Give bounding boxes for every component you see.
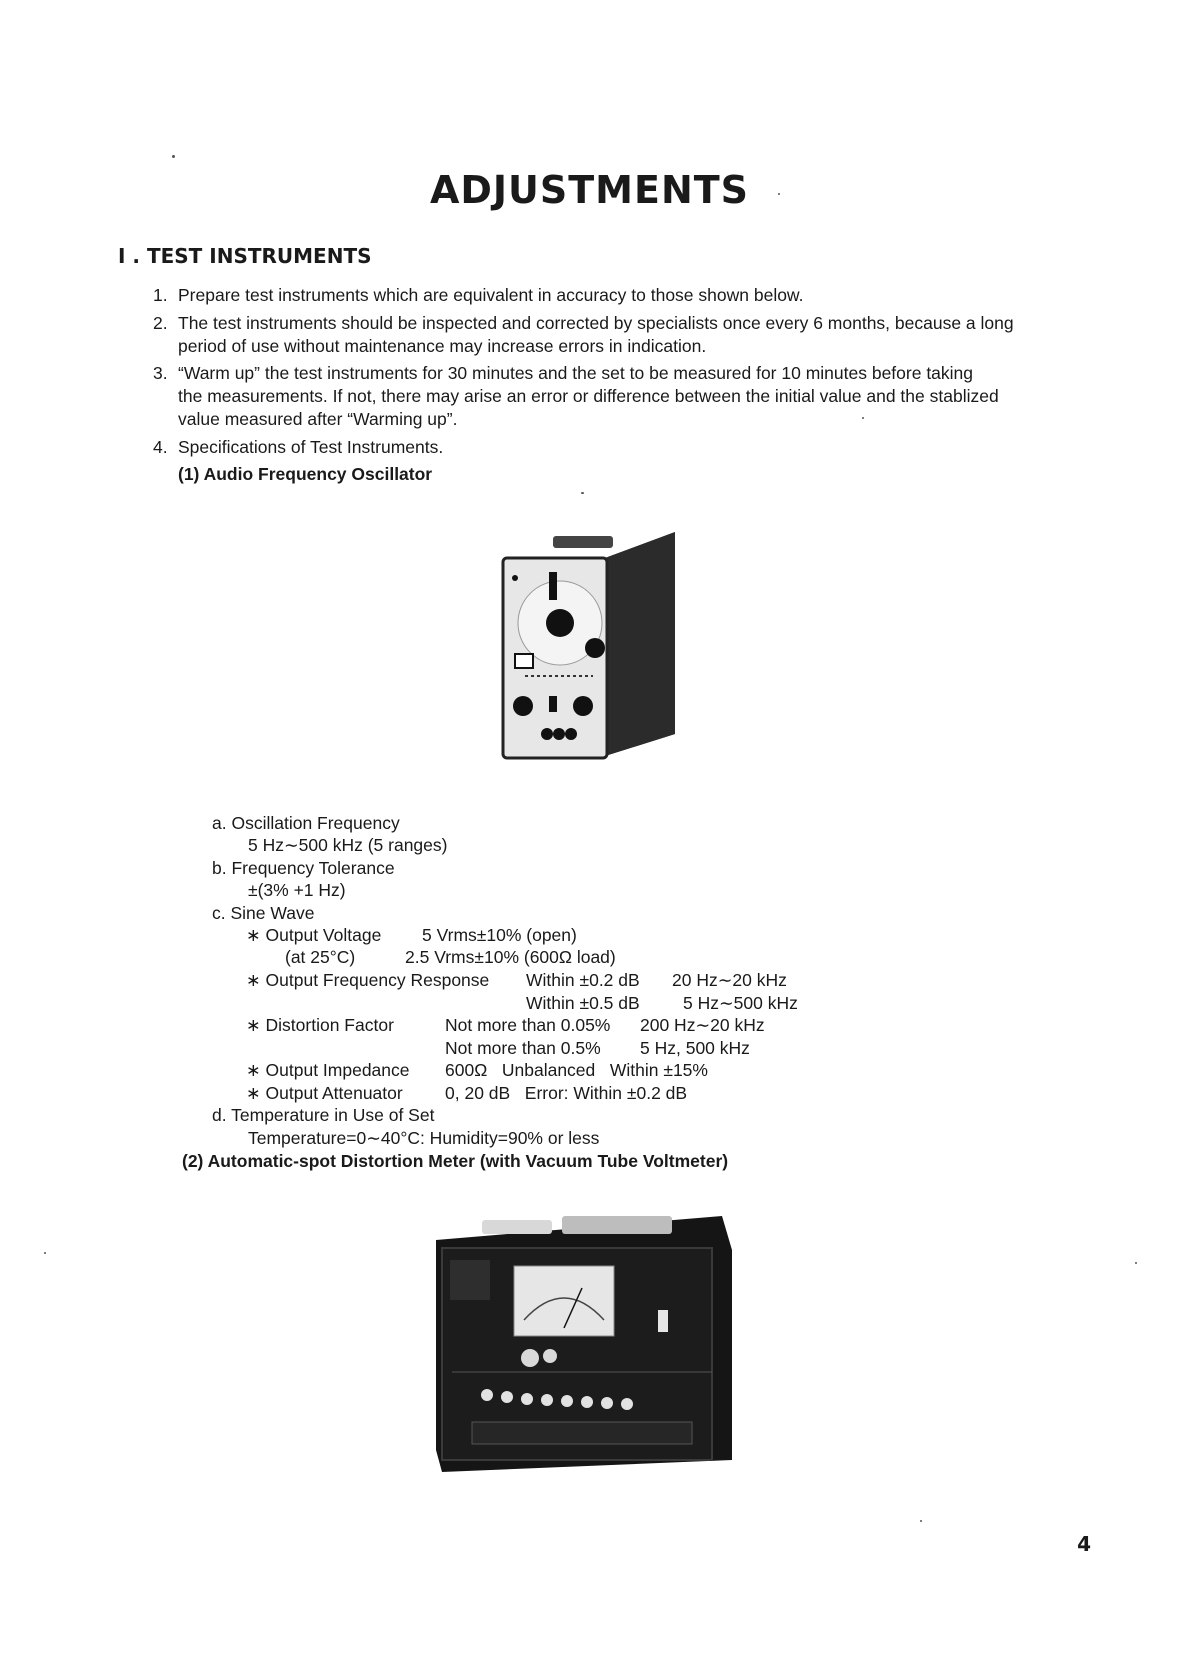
spec-frequency-tolerance-label: b. Frequency Tolerance xyxy=(212,858,395,878)
spec-oscillation-frequency-value: 5 Hz∼500 kHz (5 ranges) xyxy=(248,835,448,855)
list-item-number: 2. xyxy=(153,313,168,333)
spec-oscillation-frequency-label: a. Oscillation Frequency xyxy=(212,813,400,833)
scan-speck xyxy=(44,1252,46,1254)
spec-frequency-response-range: 20 Hz∼20 kHz xyxy=(672,970,787,990)
spec-distortion-factor-range: 5 Hz, 500 kHz xyxy=(640,1038,750,1058)
list-item-continued: the measurements. If not, there may arise an error or difference between the initial value and the stablized xyxy=(178,386,999,406)
audio-oscillator-photo xyxy=(495,528,680,768)
list-item-continued: value measured after “Warming up”. xyxy=(178,409,458,429)
list-item: Specifications of Test Instruments. xyxy=(178,437,444,457)
spec-output-impedance-value: 600Ω Unbalanced Within ±15% xyxy=(445,1060,708,1080)
spec-output-attenuator-value: 0, 20 dB Error: Within ±0.2 dB xyxy=(445,1083,688,1103)
spec-frequency-response-label: ∗ Output Frequency Response xyxy=(246,970,490,990)
page-number: 4 xyxy=(1077,1532,1091,1556)
spec-output-voltage-condition: (at 25°C) xyxy=(285,947,356,967)
list-item: The test instruments should be inspected and corrected by specialists once every 6 months, because a long xyxy=(178,313,1014,333)
list-item: “Warm up” the test instruments for 30 minutes and the set to be measured for 10 minutes before taking xyxy=(178,363,974,383)
spec-frequency-response-value: Within ±0.5 dB xyxy=(526,993,640,1013)
spec-output-voltage-open: 5 Vrms±10% (open) xyxy=(422,925,577,945)
list-item-number: 3. xyxy=(153,363,168,383)
scan-speck xyxy=(581,492,584,494)
spec-output-voltage-label: ∗ Output Voltage xyxy=(246,925,382,945)
spec-output-attenuator-label: ∗ Output Attenuator xyxy=(246,1083,403,1103)
list-item-continued: period of use without maintenance may increase errors in indication. xyxy=(178,336,707,356)
scan-speck xyxy=(172,155,175,158)
scan-speck xyxy=(778,193,780,195)
spec-frequency-tolerance-value: ±(3% +1 Hz) xyxy=(248,880,346,900)
spec-distortion-factor-range: 200 Hz∼20 kHz xyxy=(640,1015,765,1035)
spec-sine-wave-label: c. Sine Wave xyxy=(212,903,315,923)
oscillator-heading: (1) Audio Frequency Oscillator xyxy=(178,464,433,484)
page-title: ADJUSTMENTS xyxy=(429,168,750,212)
distortion-meter-photo xyxy=(432,1210,737,1480)
list-item: Prepare test instruments which are equivalent in accuracy to those shown below. xyxy=(178,285,804,305)
spec-output-impedance-label: ∗ Output Impedance xyxy=(246,1060,410,1080)
scan-speck xyxy=(920,1520,922,1522)
scan-speck xyxy=(1135,1262,1137,1264)
spec-temperature-label: d. Temperature in Use of Set xyxy=(212,1105,435,1125)
spec-frequency-response-value: Within ±0.2 dB xyxy=(526,970,640,990)
list-item-number: 4. xyxy=(153,437,168,457)
distortion-meter-heading: (2) Automatic-spot Distortion Meter (with Vacuum Tube Voltmeter) xyxy=(182,1151,729,1171)
spec-output-voltage-load: 2.5 Vrms±10% (600Ω load) xyxy=(405,947,616,967)
section-heading: I . TEST INSTRUMENTS xyxy=(118,244,372,268)
spec-temperature-value: Temperature=0∼40°C: Humidity=90% or less xyxy=(248,1128,600,1148)
spec-distortion-factor-value: Not more than 0.05% xyxy=(445,1015,611,1035)
spec-distortion-factor-value: Not more than 0.5% xyxy=(445,1038,601,1058)
list-item-number: 1. xyxy=(153,285,168,305)
scan-speck xyxy=(862,417,864,419)
spec-frequency-response-range: 5 Hz∼500 kHz xyxy=(683,993,798,1013)
spec-distortion-factor-label: ∗ Distortion Factor xyxy=(246,1015,394,1035)
